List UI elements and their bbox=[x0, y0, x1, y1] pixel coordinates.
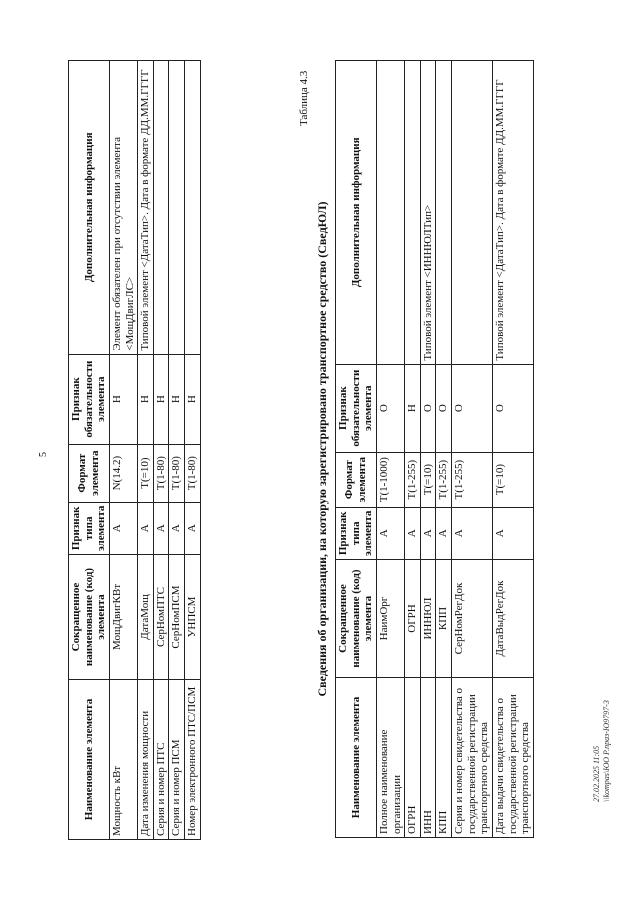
table-cell: Типовой элемент <ДатаТип>. Дата в формате ДД.ММ.ГГГГ bbox=[138, 61, 154, 355]
table-cell bbox=[405, 61, 421, 365]
table-cell: Н bbox=[138, 354, 154, 444]
table-cell: СерНомРегДок bbox=[452, 560, 493, 678]
header-cell: Наименование элемента bbox=[69, 680, 110, 840]
header-cell: Наименование элемента bbox=[336, 678, 377, 838]
table-cell: О bbox=[452, 364, 493, 452]
table-cell: Т(=10) bbox=[420, 452, 436, 507]
table-cell: МощДвигКВт bbox=[109, 555, 137, 680]
table-cell: Типовой элемент <ИННЮЛТип> bbox=[420, 61, 436, 365]
header-cell: Формат элемента bbox=[336, 452, 377, 507]
print-stamp bbox=[592, 700, 612, 802]
table-cell: Серия и номер свидетельства о государственной регистрации транспортного средства bbox=[452, 678, 493, 838]
table-cell: Н bbox=[153, 354, 169, 444]
table-row bbox=[169, 61, 185, 840]
table-cell: Номер электронного ПТС/ПСМ bbox=[185, 680, 201, 840]
file-path: \\kompas\ЮО Р.праз-Ю9797-3 bbox=[602, 700, 611, 802]
table-cell bbox=[169, 61, 185, 355]
table-cell: Элемент обязателен при отсутствии элемента <МощДвигЛС> bbox=[109, 61, 137, 355]
elements-table-1 bbox=[68, 60, 201, 840]
table-title: Сведения об организации, на которую зарегистрировано транспортное средство (СведЮЛ) bbox=[315, 201, 329, 697]
table-cell: ОГРН bbox=[405, 678, 421, 838]
table-cell: Т(1-1000) bbox=[376, 452, 404, 507]
table-row bbox=[376, 61, 404, 838]
header-cell: Сокращенное наименование (код) элемента bbox=[336, 560, 377, 678]
table-cell: Т(=10) bbox=[493, 452, 534, 507]
table-cell: Т(1-80) bbox=[169, 444, 185, 502]
header-cell: Признак типа элемента bbox=[336, 507, 377, 559]
table-row bbox=[185, 61, 201, 840]
table-header-row bbox=[69, 61, 110, 840]
table-cell: УНПСМ bbox=[185, 555, 201, 680]
table-row bbox=[153, 61, 169, 840]
table-cell: Н bbox=[185, 354, 201, 444]
table-cell: А bbox=[420, 507, 436, 559]
table-cell: Мощность кВт bbox=[109, 680, 137, 840]
table-cell: Т(1-255) bbox=[405, 452, 421, 507]
table-cell: А bbox=[138, 502, 154, 554]
table-cell bbox=[452, 61, 493, 365]
table-cell: А bbox=[185, 502, 201, 554]
table-cell: ДатаВыдРегДок bbox=[493, 560, 534, 678]
page-number: 5 bbox=[38, 452, 49, 457]
table-cell bbox=[153, 61, 169, 355]
table-row bbox=[405, 61, 421, 838]
table-cell: О bbox=[420, 364, 436, 452]
header-cell: Дополнительная информация bbox=[69, 61, 110, 355]
table-cell: О bbox=[376, 364, 404, 452]
header-cell: Признак обязательности элемента bbox=[336, 364, 377, 452]
table-cell: СерНомПСМ bbox=[169, 555, 185, 680]
table-cell: Полное наименование организации bbox=[376, 678, 404, 838]
table-cell: А bbox=[169, 502, 185, 554]
table-cell: ДатаМощ bbox=[138, 555, 154, 680]
table-cell: Н bbox=[109, 354, 137, 444]
table-cell: А bbox=[109, 502, 137, 554]
table-cell: ИНН bbox=[420, 678, 436, 838]
table-cell: Н bbox=[169, 354, 185, 444]
table-cell: О bbox=[436, 364, 452, 452]
table-cell: N(14.2) bbox=[109, 444, 137, 502]
table-cell: СерНомПТС bbox=[153, 555, 169, 680]
header-cell: Дополнительная информация bbox=[336, 61, 377, 365]
table-row bbox=[420, 61, 436, 838]
table-cell: А bbox=[436, 507, 452, 559]
header-cell: Сокращенное наименование (код) элемента bbox=[69, 555, 110, 680]
table-cell: НаимОрг bbox=[376, 560, 404, 678]
table-header-row bbox=[336, 61, 377, 838]
table-cell: Дата выдачи свидетельства о государственной регистрации транспортного средства bbox=[493, 678, 534, 838]
table-cell bbox=[436, 61, 452, 365]
table-cell: Т(1-80) bbox=[153, 444, 169, 502]
table-cell: Т(=10) bbox=[138, 444, 154, 502]
table-cell: КПП bbox=[436, 560, 452, 678]
table-cell: А bbox=[452, 507, 493, 559]
table-cell: Типовой элемент <ДатаТип>. Дата в формате ДД.ММ.ГГГГ bbox=[493, 61, 534, 365]
table-cell: А bbox=[376, 507, 404, 559]
table-cell: А bbox=[493, 507, 534, 559]
table-cell: ОГРН bbox=[405, 560, 421, 678]
table-row bbox=[436, 61, 452, 838]
table-cell: Т(1-80) bbox=[185, 444, 201, 502]
elements-table-2 bbox=[335, 60, 534, 838]
table-cell: А bbox=[405, 507, 421, 559]
table-cell: Дата изменения мощности bbox=[138, 680, 154, 840]
table-row bbox=[493, 61, 534, 838]
header-cell: Признак типа элемента bbox=[69, 502, 110, 554]
table-row bbox=[452, 61, 493, 838]
header-cell: Признак обязательности элемента bbox=[69, 354, 110, 444]
table-cell: Серия и номер ПСМ bbox=[169, 680, 185, 840]
table-cell bbox=[376, 61, 404, 365]
table-cell: О bbox=[493, 364, 534, 452]
table-cell: Т(1-255) bbox=[436, 452, 452, 507]
table-cell: Н bbox=[405, 364, 421, 452]
table-cell bbox=[185, 61, 201, 355]
table-cell: ИННЮЛ bbox=[420, 560, 436, 678]
table-cell: Т(1-255) bbox=[452, 452, 493, 507]
header-cell: Формат элемента bbox=[69, 444, 110, 502]
table-row bbox=[109, 61, 137, 840]
table-cell: КПП bbox=[436, 678, 452, 838]
table-number-label: Таблица 4.3 bbox=[298, 70, 310, 126]
print-date: 27.02.2025 11:05 bbox=[592, 745, 601, 802]
table-row bbox=[138, 61, 154, 840]
table-cell: Серия и номер ПТС bbox=[153, 680, 169, 840]
table-cell: А bbox=[153, 502, 169, 554]
